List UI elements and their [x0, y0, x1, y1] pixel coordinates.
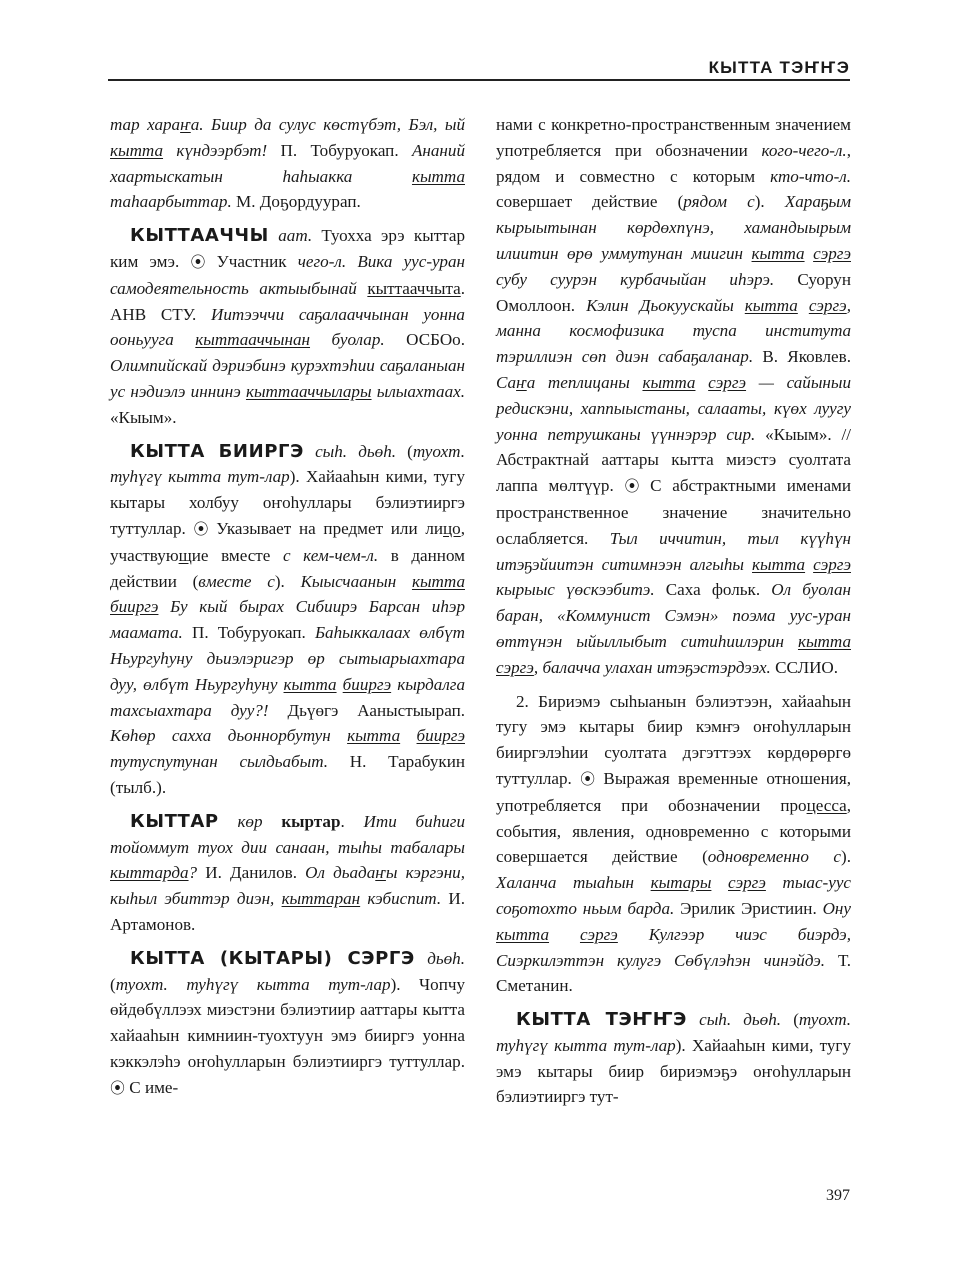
entry-kytta-kytary-serge: КЫТТА (КЫТАРЫ) СЭРГЭ дьөһ. (туохт. туһүгү кытта тут-лар). Чопчу өйдөбүллээх миэстэни бэлиэтиир ааттары кытта хайааһын кимниин-туохтуун эмэ бииргэ уонна кэккэлэһэ оҥоһулларын бэлиэтииргэ туттуллар. ⦿ С име-	[110, 947, 466, 1097]
right-column	[496, 112, 851, 1118]
entry-continuation: тар хараҥа. Биир да сулус көстүбэт, Бэл, ый кытта күндээрбэт! П. Тобуруокап. Ананий хаартыскатын һаһыакка кытта таһаарбыттар. М. Доҕордуурап.	[110, 115, 465, 212]
russian-meaning-icon: ⦿	[190, 252, 206, 271]
running-head: КЫТТА ТЭҤҤЭ	[708, 58, 850, 77]
headword: КЫТТА (КЫТАРЫ) СЭРГЭ	[130, 947, 415, 969]
russian-meaning-icon: ⦿	[580, 769, 596, 788]
headword: КЫТТААЧЧЫ	[130, 225, 269, 247]
entry-kytta-tenne: КЫТТА ТЭҤҤЭ сыһ. дьөһ. (туохт. туһүгү кытта тут-лар). Хайааһын кими, тугу эмэ кытары биир бириэмэҕэ оҥоһулларын бэлиэтииргэ тут-	[496, 1009, 852, 1107]
header-rule	[108, 79, 850, 81]
russian-meaning-icon: ⦿	[110, 1078, 126, 1097]
headword: КЫТТАР	[130, 810, 219, 832]
headword: КЫТТА ТЭҤҤЭ	[516, 1009, 687, 1031]
entry-kyttaachchy: КЫТТААЧЧЫ аат. Туохха эрэ кыттар ким эмэ. ⦿ Участник чего-л. Вика уус-уран самодеятельность актыыбынай кыттааччыта. АНВ СТУ. Иитээччи саҕалааччынан уонна ооньууга кыттааччынан буолар. ОСБОо. Олимпийскай дэриэбинэ курэхтэһии саҕаланыан ус нэдиэлэ иннинэ кыттааччылары ылыахтаах. «Кыым».	[110, 225, 465, 427]
left-column	[110, 112, 465, 1109]
sense-2: 2. Бириэмэ сыһыанын бэлиэтээн, хайааһын тугу эмэ кытары биир кэмҥэ оҥоһулларын бииргэлэһии суолтата дэгэттээх көрдөрөргө туттуллар. ⦿ Выражая временные отношения, употребляется при обозначении процесса, события, явления, одновременно с которыми совершается действие (одновременно с). Халанча тыаһын кытары сэргэ тыас-уус соҕотохто ньым барда. Эрилик Эристиин. Ону кытта сэргэ Кулгээр чиэс биэрдэ, Сиэркилэттэн кулугэ Сөбүлэһэн чинэйдэ. Т. Сметанин.	[496, 691, 851, 996]
entry-kytta-biirge: КЫТТА БИИРГЭ сыһ. дьөһ. (туохт. туһүгү кытта тут-лар). Хайааһын кими, тугу кытары холбуу оҥоһуллары бэлиэтииргэ туттуллар. ⦿ Указывает на предмет или лицо, участвующие вместе с кем-чем-л. в данном действии (вместе с). Кыысчаанын кытта бииргэ Бу кый бырах Сибиирэ Барсан иһэр маамата. П. Тобуруокап. Баһыккалаах өлбүт Ньургуһуну дьиэлэригэр өр сытыарыахтара дуу, өлбүт Ньургуһуну кытта бииргэ кырдалга тахсыахтара дуу?! Дьүөгэ Ааныстыырап. Көһөр саххa дьоннорбутун кытта бииргэ тутуспутунан сылдьабыт. Н. Тарабукин (тылб.).	[110, 440, 466, 797]
entry-continuation: нами с конкретно-пространственным значением употребляется при обозначении кого-чего-л., рядом и совместно с которым кто-что-л. совершает действие (рядом с). Хараҕым кырыытынан көрдөхпүнэ, хамандыырым илиитин өрө уммутунан миигин кытта сэргэ субу суурэн курбачыйан иһэрэ. Суорун Омоллоон. Кэлин Дьокуускайы кытта сэргэ, манна космофизика туспа институтa тэриллиэн сөп диэн сабаҕаланар. В. Яковлев. Саҥа теплицаны кытта сэргэ — сайыныи редискэни, хаппыыстаны, салааты, күөх луугу уонна петрушканы үүннэрэр сир. «Кыым». // Абстрактнай ааттары кытта миэстэ суолтата лаппа мөлтүүр. ⦿ С абстрактными именами пространственное значение значительно ослабляется. Тыл иччитин, тыл күүһүн итэҕэйиитэн ситимнээн алгыһы кытта сэргэ кырыыс үөскээбитэ. Саха фольк. Ол буолан баран, «Коммунист Сэмэн» поэма уус-уран өттүнэн ыйыллыбыт ситиһиилэрин кытта сэргэ, балачча улахан итэҕэстэрдээх. ССЛИО.	[496, 115, 851, 677]
cross-reference[interactable]: кыртар	[281, 811, 341, 831]
headword: КЫТТА БИИРГЭ	[130, 440, 304, 462]
russian-meaning-icon: ⦿	[624, 477, 640, 496]
entry-kyttar: КЫТТАР көр кыртар. Ити биһиги тойоммут туох дии санаан, тыһы табалары кыттарда? И. Данилов. Ол дьадаҥы кэргэни, кыһыл эбиттэр диэн, кыттаран кэбиспит. И. Артамонов.	[110, 810, 466, 934]
page-number: 397	[826, 1187, 850, 1204]
russian-meaning-icon: ⦿	[193, 519, 209, 538]
